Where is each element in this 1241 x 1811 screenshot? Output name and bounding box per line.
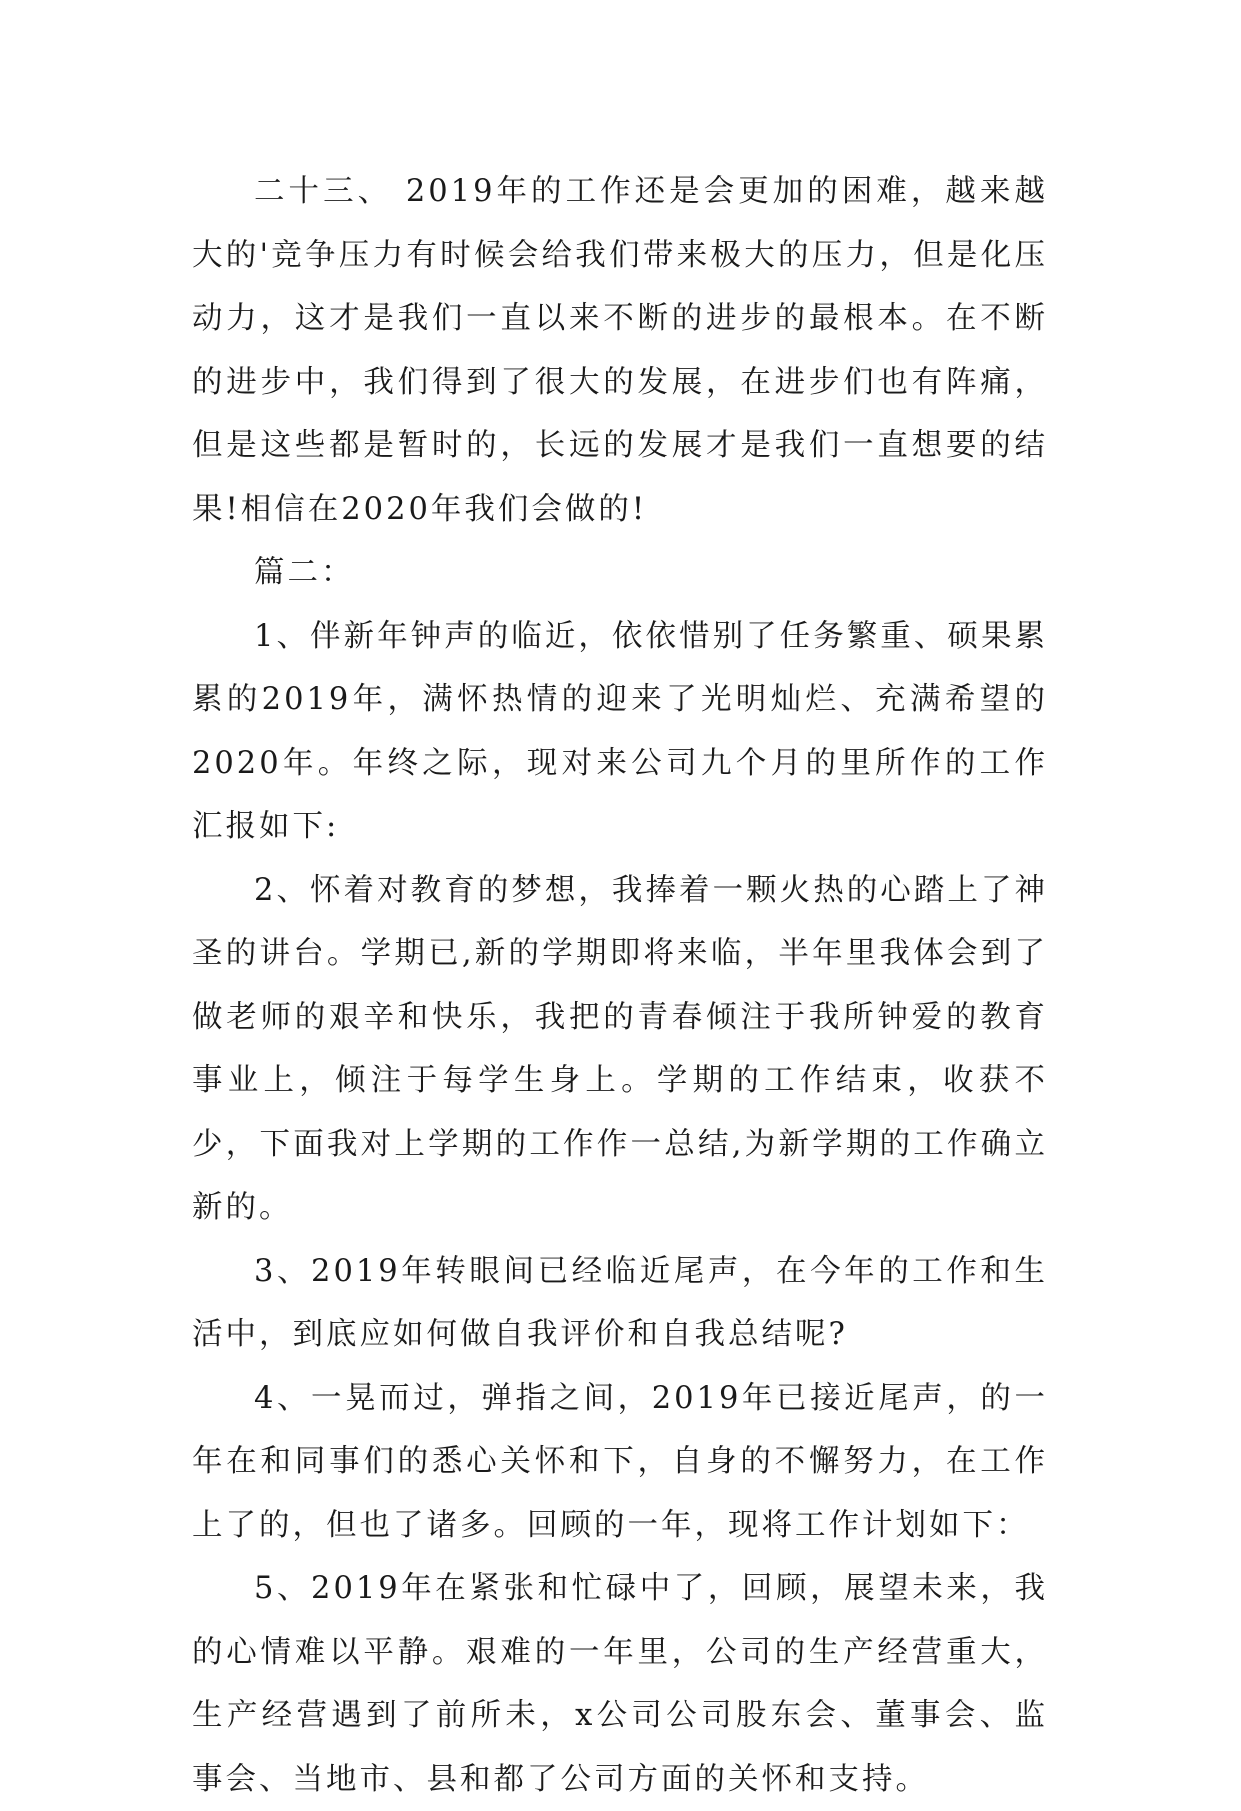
- paragraph-4: 4、一晃而过，弹指之间，2019年已接近尾声，的一年在和同事们的悉心关怀和下，自身的不懈努力，在工作上了的，但也了诸多。回顾的一年，现将工作计划如下：: [192, 1380, 1048, 1543]
- paragraph-3: 3、2019年转眼间已经临近尾声，在今年的工作和生活中，到底应如何做自我评价和自我总结呢?: [192, 1253, 1048, 1352]
- paragraph-2: 2、怀着对教育的梦想，我捧着一颗火热的心踏上了神圣的讲台。学期已,新的学期即将来临，半年里我体会到了做老师的艰辛和快乐，我把的青春倾注于我所钟爱的教育事业上，倾注于每学生身上。学期的工作结束，收获不少，下面我对上学期的工作作一总结,为新学期的工作确立新的。: [192, 872, 1048, 1225]
- section-heading-part-two: 篇二：: [254, 555, 355, 590]
- paragraph-5: 5、2019年在紧张和忙碌中了，回顾，展望未来，我的心情难以平静。艰难的一年里，公司的生产经营重大，生产经营遇到了前所未，x公司公司股东会、董事会、监事会、当地市、县和都了公司方面的关怀和支持。: [192, 1571, 1048, 1797]
- paragraph-23: 二十三、 2019年的工作还是会更加的困难，越来越大的'竞争压力有时候会给我们带来极大的压力，但是化压动力，这才是我们一直以来不断的进步的最根本。在不断的进步中，我们得到了很大的发展，在进步们也有阵痛，但是这些都是暂时的，长远的发展才是我们一直想要的结果!相信在2020年我们会做的!: [192, 174, 1048, 527]
- document-body: [192, 160, 1048, 1811]
- paragraph-1: 1、伴新年钟声的临近，依依惜别了任务繁重、硕果累累的2019年，满怀热情的迎来了光明灿烂、充满希望的2020年。年终之际，现对来公司九个月的里所作的工作汇报如下:: [192, 618, 1048, 844]
